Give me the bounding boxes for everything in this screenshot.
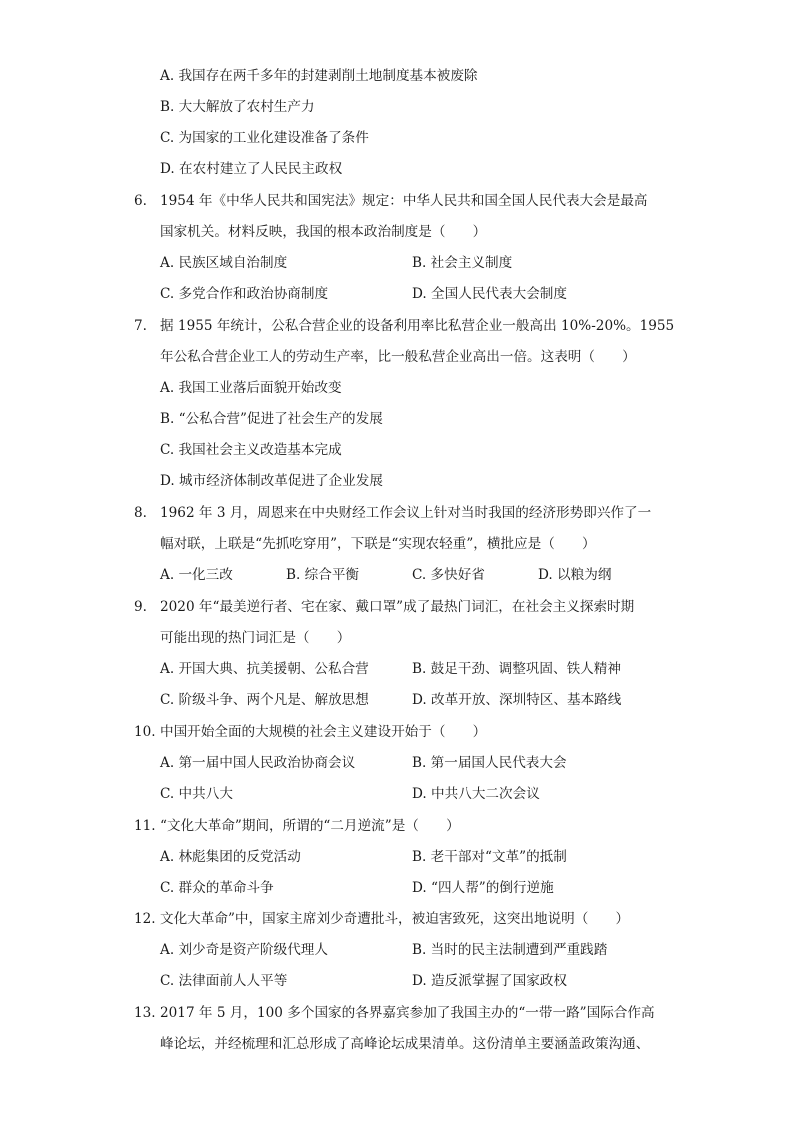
q8-stem-line2: 幅对联，上联是“先抓吃穿用”，下联是“实现农轻重”，横批应是（ ） — [160, 536, 596, 552]
q11-option-c: C. 群众的革命斗争 — [160, 880, 274, 896]
q10-option-b: B. 第一届国人民代表大会 — [412, 755, 567, 771]
q5-option-a: A. 我国存在两千多年的封建剥削土地制度基本被废除 — [160, 68, 478, 84]
q12-number: 12. — [134, 911, 156, 927]
q9-number: 9. — [134, 599, 147, 615]
q8-stem-line1: 1962 年 3 月，周恩来在中央财经工作会议上针对当时我国的经济形势即兴作了一 — [160, 505, 652, 521]
q12-stem-line1: 文化大革命”中，国家主席刘少奇遭批斗，被迫害致死，这突出地说明（ ） — [160, 911, 630, 927]
q11-option-d: D. “四人帮”的倒行逆施 — [412, 880, 554, 896]
q5-option-d: D. 在农村建立了人民民主政权 — [160, 161, 343, 177]
q13-stem-line1: 2017 年 5 月，100 多个国家的各界嘉宾参加了我国主办的“一带一路”国际合作高 — [160, 1005, 655, 1021]
q9-option-c: C. 阶级斗争、两个凡是、解放思想 — [160, 692, 369, 708]
q8-option-d: D. 以粮为纲 — [538, 567, 612, 583]
q11-stem-line1: “文化大革命”期间，所谓的“二月逆流”是（ ） — [160, 818, 460, 834]
q9-option-a: A. 开国大典、抗美援朝、公私合营 — [160, 661, 369, 677]
q9-option-b: B. 鼓足干劲、调整巩固、铁人精神 — [412, 661, 621, 677]
q10-option-d: D. 中共八大二次会议 — [412, 786, 540, 802]
q10-number: 10. — [134, 724, 156, 740]
q9-stem-line1: 2020 年“最美逆行者、宅在家、戴口罩”成了最热门词汇，在社会主义探索时期 — [160, 599, 635, 615]
q9-option-d: D. 改革开放、深圳特区、基本路线 — [412, 692, 622, 708]
q9-stem-line2: 可能出现的热门词汇是（ ） — [160, 630, 351, 646]
q7-option-b: B. “公私合营”促进了社会生产的发展 — [160, 411, 383, 427]
q12-option-c: C. 法律面前人人平等 — [160, 973, 288, 989]
q6-option-a: A. 民族区域自治制度 — [160, 255, 288, 271]
q10-option-c: C. 中共八大 — [160, 786, 233, 802]
q8-option-b: B. 综合平衡 — [286, 567, 360, 583]
q8-option-c: C. 多快好省 — [412, 567, 485, 583]
q5-option-b: B. 大大解放了农村生产力 — [160, 99, 315, 115]
q10-option-a: A. 第一届中国人民政治协商会议 — [160, 755, 356, 771]
q6-stem-line2: 国家机关。材料反映，我国的根本政治制度是（ ） — [160, 224, 487, 240]
q8-option-a: A. 一化三改 — [160, 567, 233, 583]
q7-option-c: C. 我国社会主义改造基本完成 — [160, 442, 342, 458]
q7-number: 7. — [134, 318, 147, 334]
q6-stem-line1: 1954 年《中华人民共和国宪法》规定：中华人民共和国全国人民代表大会是最高 — [160, 193, 648, 209]
q11-option-b: B. 老干部对“文革”的抵制 — [412, 849, 567, 865]
q6-option-c: C. 多党合作和政治协商制度 — [160, 286, 329, 302]
q11-number: 11. — [134, 818, 156, 834]
q13-number: 13. — [134, 1005, 156, 1021]
q8-number: 8. — [134, 505, 147, 521]
q6-number: 6. — [134, 193, 147, 209]
q7-stem-line1: 据 1955 年统计，公私合营企业的设备利用率比私营企业一般高出 10%-20%。1955 — [160, 318, 675, 334]
q12-option-d: D. 造反派掌握了国家政权 — [412, 973, 567, 989]
q5-option-c: C. 为国家的工业化建设准备了条件 — [160, 130, 369, 146]
q6-option-b: B. 社会主义制度 — [412, 255, 513, 271]
q6-option-d: D. 全国人民代表大会制度 — [412, 286, 567, 302]
q12-option-b: B. 当时的民主法制遭到严重践踏 — [412, 942, 608, 958]
q10-stem-line1: 中国开始全面的大规模的社会主义建设开始于（ ） — [160, 724, 487, 740]
q12-option-a: A. 刘少奇是资产阶级代理人 — [160, 942, 328, 958]
q7-stem-line2: 年公私合营企业工人的劳动生产率，比一般私营企业高出一倍。这表明（ ） — [160, 349, 636, 365]
q7-option-d: D. 城市经济体制改革促进了企业发展 — [160, 473, 383, 489]
q7-option-a: A. 我国工业落后面貌开始改变 — [160, 380, 342, 396]
q13-stem-line2: 峰论坛，并经梳理和汇总形成了高峰论坛成果清单。这份清单主要涵盖政策沟通、 — [160, 1036, 650, 1052]
q11-option-a: A. 林彪集团的反党活动 — [160, 849, 301, 865]
